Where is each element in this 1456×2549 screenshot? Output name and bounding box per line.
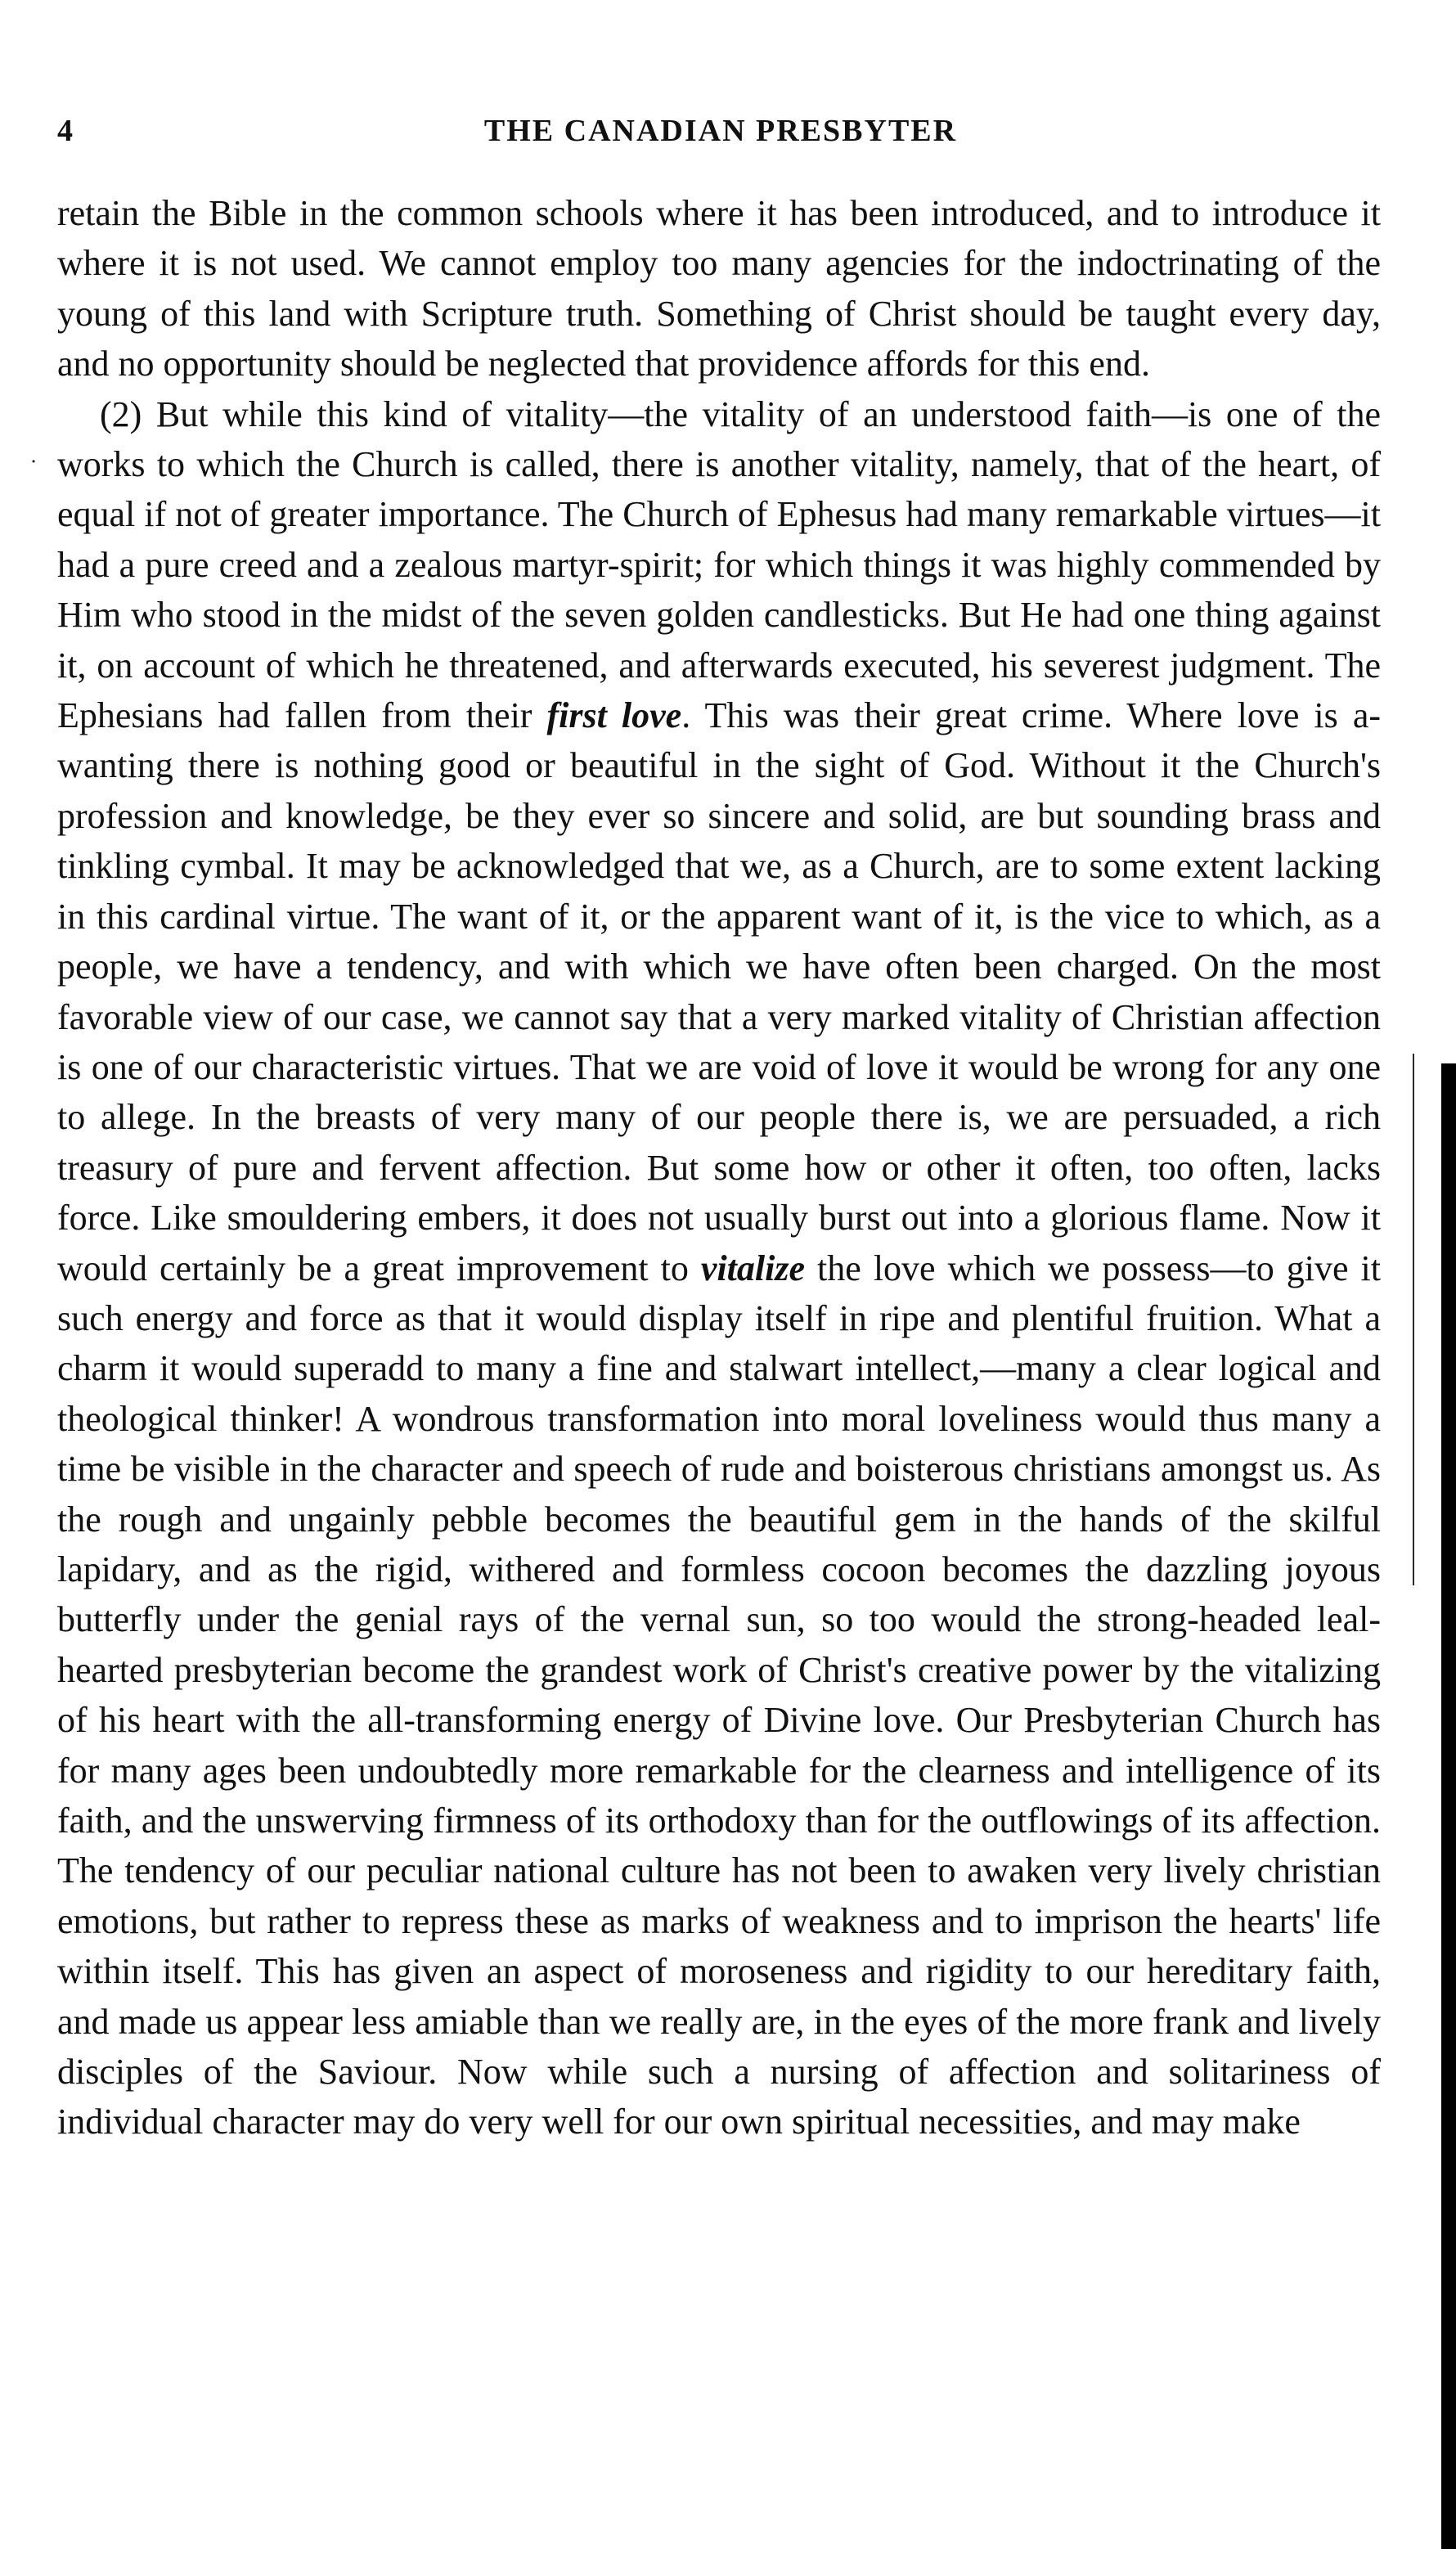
paragraph-text: (2) But while this kind of vitality—the vitality of an understood faith—is one of the works to which the Church is called, there is another vitality, namely, that of the heart, of equal if not of greater importance. The Church of Ephesus had many remarkable virtues—it had a pure creed and a zealous martyr-spirit; for which things it was highly commended by Him who stood in the midst of the seven golden candlesticks. But He had one thing against it, on account of which he threatened, and afterwards executed, his severest judgment. The Ephesians had fallen from their	[57, 393, 1381, 736]
page-number: 4	[57, 114, 73, 148]
running-head: THE CANADIAN PRESBYTER	[483, 114, 958, 148]
page-header	[52, 113, 1389, 152]
paragraph-text: retain the Bible in the common schools where it has been introduced, and to introduce it where it is not used. We cannot employ too many agencies for the indoctrinating of the young of this land with Scripture truth. Something of Christ should be taught every day, and no opportunity should be neglected that providence affords for this end.	[57, 193, 1381, 384]
italic-phrase-first-love: first love	[546, 695, 682, 736]
scan-edge-line	[1413, 1054, 1414, 1585]
paragraph-text: the love which we possess—to give it such energy and force as that it would display itself in ripe and plentiful fruition. What a charm it would superadd to many a fine and stalwart intellect,—many a clear logical and theological thinker! A wondrous transformation into moral loveliness would thus many a time be visible in the character and speech of rude and boisterous christians amongst us. As the rough and ungainly pebble becomes the beautiful gem in the hands of the skilful lapidary, and as the rigid, withered and formless cocoon becomes the dazzling joyous butterfly under the genial rays of the vernal sun, so too would the strong-headed leal-hearted presbyterian become the grandest work of Christ's creative power by the vitalizing of his heart with the all-transforming energy of Divine love. Our Presbyterian Church has for many ages been undoubtedly more remarkable for the clearness and intelligence of its faith, and the unswerving firmness of its orthodoxy than for the outflowings of its affection. The tendency of our peculiar national culture has not been to awaken very lively christian emotions, but rather to repress these as marks of weakness and to imprison the hearts' life within itself. This has given an aspect of moroseness and rigidity to our hereditary faith, and made us appear less amiable than we really are, in the eyes of the more frank and lively disciples of the Saviour. Now while such a nursing of affection and solitariness of individual character may do very well for our own spiritual necessities, and may make	[57, 1248, 1381, 2142]
margin-mark: ˙	[29, 455, 38, 482]
paragraph-text: . This was their great crime. Where love is a-wanting there is nothing good or beautiful in the sight of God. Without it the Church's profession and knowledge, be they ever so sincere and solid, are but sounding brass and tinkling cymbal. It may be acknowledged that we, as a Church, are to some extent lacking in this cardinal virtue. The want of it, or the apparent want of it, is the vice to which, as a people, we have a tendency, and with which we have often been charged. On the most favorable view of our case, we cannot say that a very marked vitality of Christian affection is one of our characteristic virtues. That we are void of love it would be wrong for any one to allege. In the breasts of very many of our people there is, we are persuaded, a rich treasury of pure and fervent affection. But some how or other it often, too often, lacks force. Like smouldering embers, it does not usually burst out into a glorious flame. Now it would certainly be a great improvement to	[57, 695, 1381, 1288]
paragraph-2	[57, 389, 1381, 2147]
italic-word-vitalize: vitalize	[700, 1248, 806, 1288]
body-text	[57, 188, 1381, 2147]
scan-edge-shadow	[1441, 1063, 1456, 2549]
paragraph-1	[57, 188, 1381, 389]
